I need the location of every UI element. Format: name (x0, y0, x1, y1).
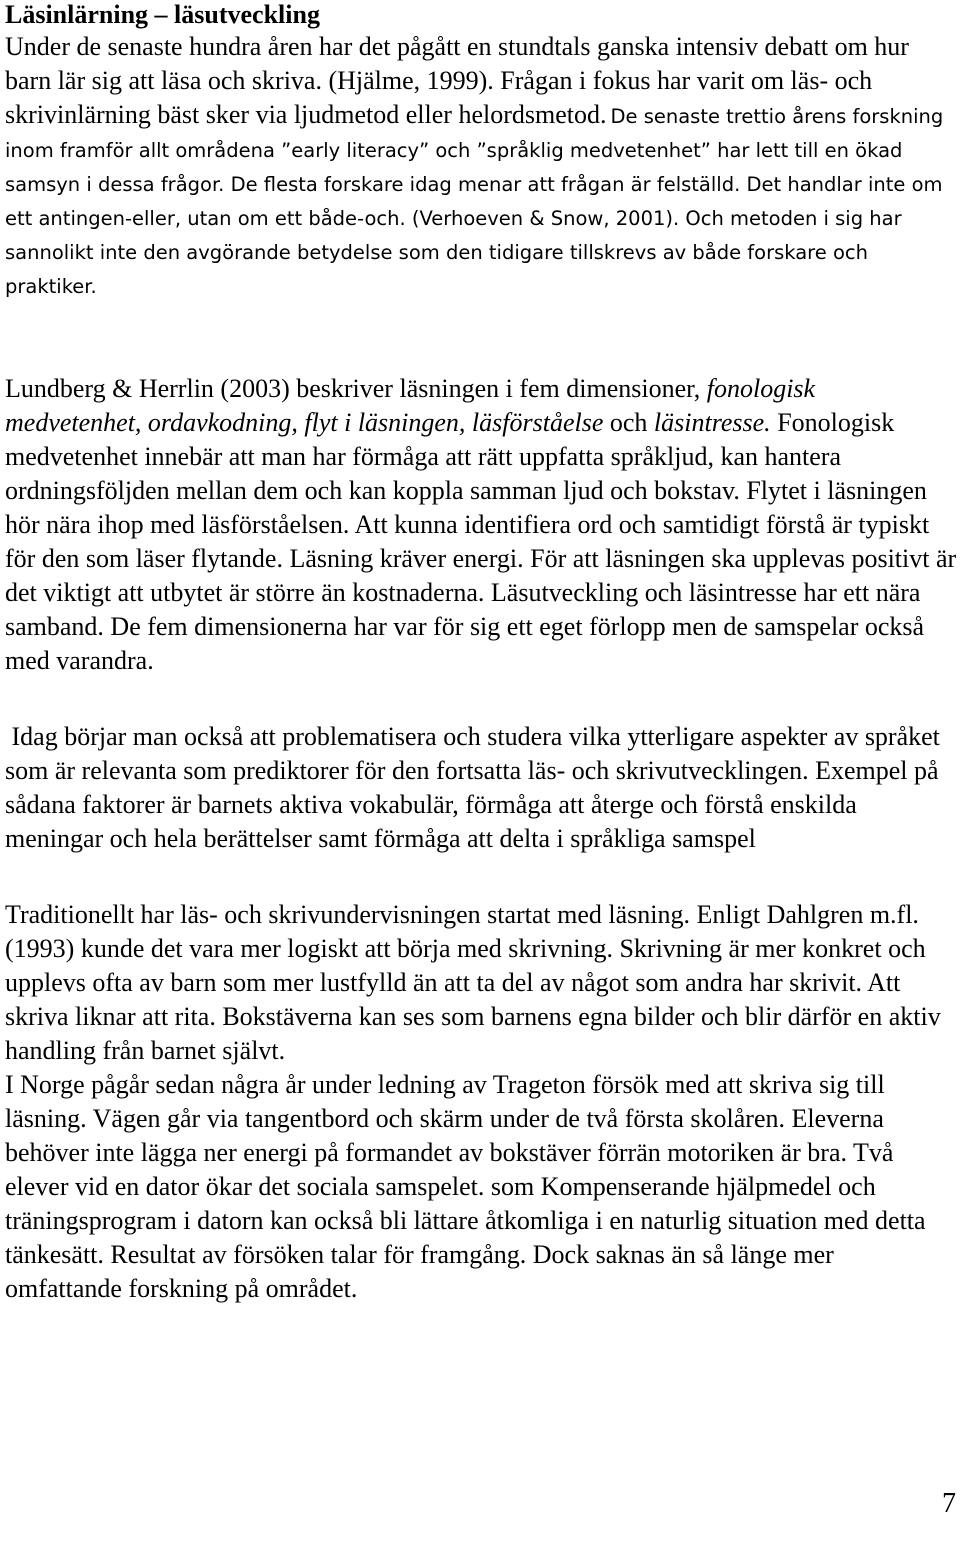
dimensions-och: och (603, 408, 654, 437)
paragraph-intro-sans: De senaste trettio årens forskning inom framför allt områdena ”early literacy” och ”språklig medvetenhet” har lett till en ökad samsyn i dessa frågor. De flesta forskare idag menar att frågan är felställd. Det handlar inte om ett antingen-eller, utan om ett både-och. (Verhoeven & Snow, 2001). Och metoden i sig har sannolikt inte den avgörande betydelse som den tidigare tillskrevs av både forskare och praktiker. (5, 105, 944, 298)
spacer (5, 304, 957, 372)
dimensions-italic-last: läsintresse. (653, 408, 771, 437)
paragraph-aspects: Idag börjar man också att problematisera och studera vilka ytterligare aspekter av språket som är relevanta som prediktorer för den fortsatta läs- och skrivutvecklingen. Exempel på sådana faktorer är barnets aktiva vokabulär, förmåga att återge och förstå enskilda meningar och hela berättelser samt förmåga att delta i språkliga samspel (5, 722, 947, 853)
paragraph-intro (5, 30, 957, 304)
dimensions-italic-list: fonologisk medvetenhet, ordavkodning, flyt i läsningen, läsförståelse (5, 374, 816, 437)
document-page (5, 0, 957, 1306)
paragraph-norway: I Norge pågår sedan några år under ledning av Trageton försök med att skriva sig till läsning. Vägen går via tangentbord och skärm under de två första skolåren. Eleverna behöver inte lägga ner energi på formandet av bokstäver förrän motoriken är bra. Två elever vid en dator ökar det sociala samspelet. som Kompenserande hjälpmedel och träningsprogram i datorn kan också bli lättare åtkomliga i en naturlig situation med detta tänkesätt. Resultat av försöken talar för framgång. Dock saknas än så länge mer omfattande forskning på området. (5, 1070, 926, 1303)
page-number: 7 (942, 1488, 956, 1519)
dimensions-intro: Lundberg & Herrlin (2003) beskriver läsningen i fem dimensioner, (5, 374, 707, 403)
paragraph-traditional: Traditionellt har läs- och skrivundervisningen startat med läsning. Enligt Dahlgren m.fl. (1993) kunde det vara mer logiskt att börja med skrivning. Skrivning är mer konkret och upplevs ofta av barn som mer lustfylld än att ta del av något som andra har skrivit. Att skriva liknar att rita. Bokstäverna kan ses som barnens egna bilder och blir därför en aktiv handling från barnet självt. (5, 900, 941, 1065)
dimensions-body: Fonologisk medvetenhet innebär att man har förmåga att rätt uppfatta språkljud, kan hantera ordningsföljden mellan dem och kan koppla samman ljud och bokstav. Flytet i läsningen hör nära ihop med läsförståelsen. Att kunna identifiera ord och samtidigt förstå är typiskt för den som läser flytande. Läsning kräver energi. För att läsningen ska upplevas positivt är det viktigt att utbytet är större än kostnaderna. Läsutveckling och läsintresse har ett nära samband. De fem dimensionerna har var för sig ett eget förlopp men de samspelar också med varandra. (5, 408, 957, 675)
spacer (5, 678, 957, 720)
spacer (5, 856, 957, 898)
section-heading: Läsinlärning – läsutveckling (5, 0, 320, 29)
paragraph-dimensions (5, 372, 957, 678)
paragraph-intro-serif: Under de senaste hundra åren har det pågått en stundtals ganska intensiv debatt om hur barn lär sig att läsa och skriva. (Hjälme, 1999). Frågan i fokus har varit om läs- och skrivinlärning bäst sker via ljudmetod eller helordsmetod. (5, 32, 909, 129)
